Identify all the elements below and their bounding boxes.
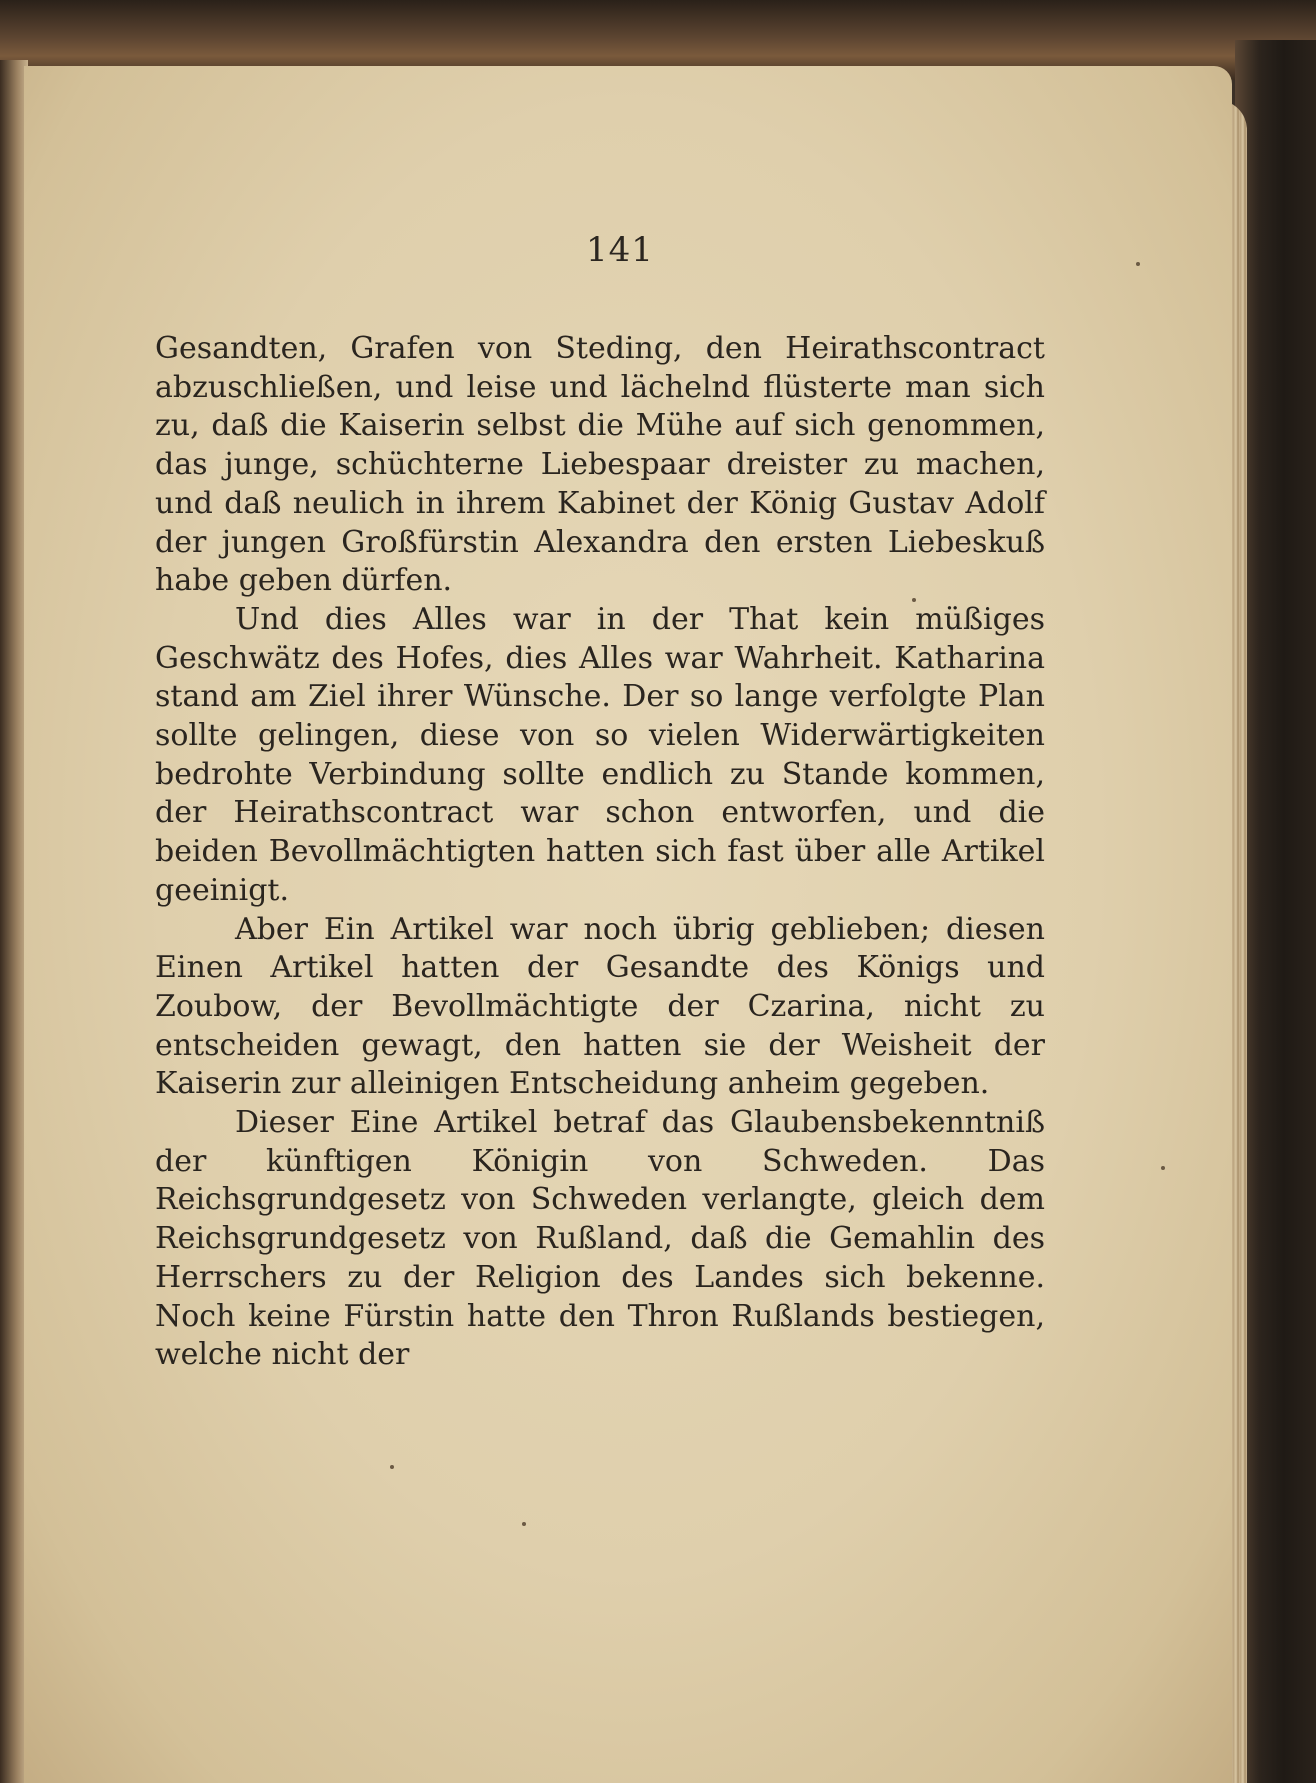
paper-speck [522, 1522, 526, 1526]
paper-speck [390, 1465, 394, 1469]
page-text [155, 330, 1045, 1375]
paragraph-3: Aber Ein Artikel war noch übrig geblieben; diesen Einen Artikel hatten der Gesandte des Königs und Zoubow, der Bevollmächtigte der Czarina, nicht zu entscheiden gewagt, den hatten sie der Weisheit der Kaiserin zur alleinigen Entscheidung anheim gegeben. [155, 911, 1045, 1102]
paper-speck [1161, 1166, 1165, 1170]
paragraph-2: Und dies Alles war in der That kein müßiges Geschwätz des Hofes, dies Alles war Wahrheit. Katharina stand am Ziel ihrer Wünsche. Der so lange verfolgte Plan sollte gelingen, diese von so vielen Widerwärtigkeiten bedrohte Verbindung sollte endlich zu Stande kommen, der Heirathscontract war schon entworfen, und die beiden Bevollmächtigten hatten sich fast über alle Artikel geeinigt. [155, 601, 1045, 908]
paragraph-4: Dieser Eine Artikel betraf das Glaubensbekenntniß der künftigen Königin von Schweden. Das Reichsgrundgesetz von Schweden verlangte, gleich dem Reichsgrundgesetz von Rußland, daß die Gemahlin des Herrschers zu der Religion des Landes sich bekenne. Noch keine Fürstin hatte den Thron Rußlands bestiegen, welche nicht der [155, 1105, 1045, 1373]
paper-speck [912, 598, 916, 602]
page-number: 141 [586, 230, 654, 270]
paper-speck [1136, 262, 1140, 266]
book-cover-right [1235, 40, 1316, 1783]
paragraph-1: Gesandten, Grafen von Steding, den Heirathscontract abzuschließen, und leise und lächelnd flüsterte man sich zu, daß die Kaiserin selbst die Mühe auf sich genommen, das junge, schüchterne Liebespaar dreister zu machen, und daß neulich in ihrem Kabinet der König Gustav Adolf der jungen Großfürstin Alexandra den ersten Liebeskuß habe geben dürfen. [155, 331, 1045, 599]
